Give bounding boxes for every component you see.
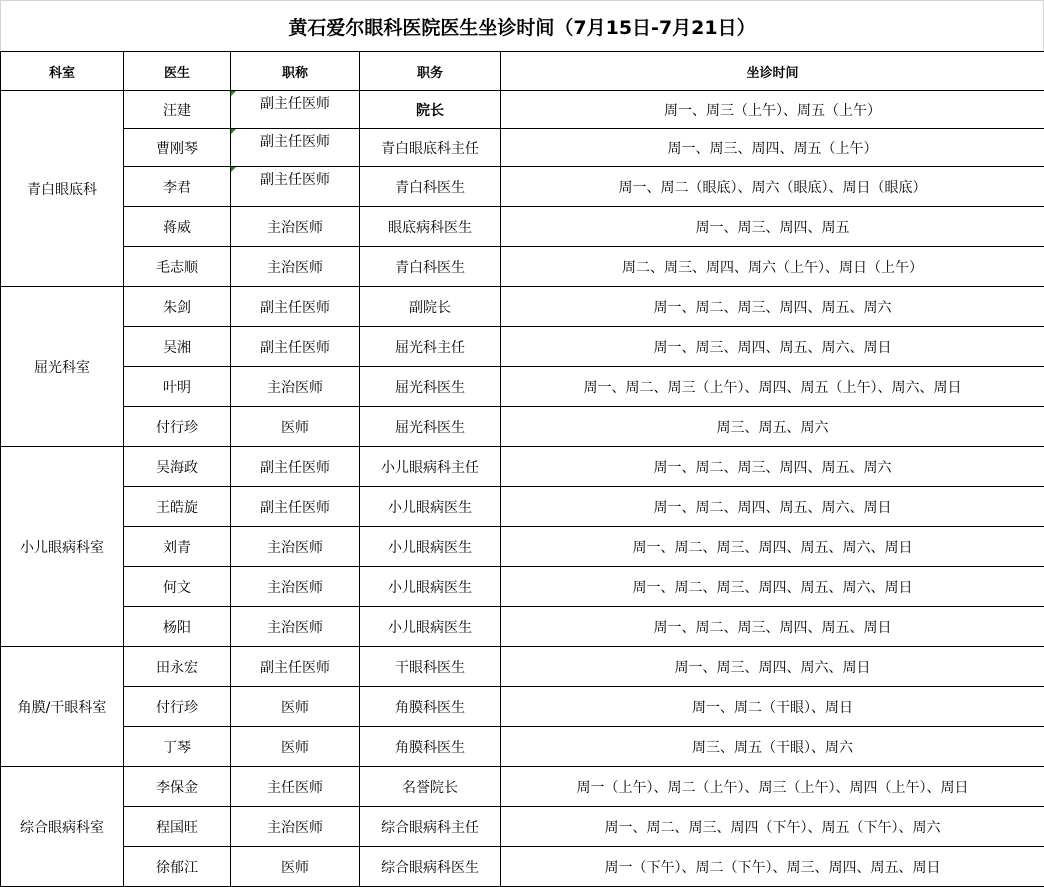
table-row — [1, 647, 1044, 687]
header-title: 职称 — [231, 52, 360, 91]
position-cell: 角膜科医生 — [360, 687, 501, 727]
position-cell: 小儿眼病科主任 — [360, 447, 501, 487]
table-row — [1, 527, 1044, 567]
doctor-cell: 付行珍 — [124, 687, 231, 727]
title-cell: 副主任医师 — [231, 287, 360, 327]
schedule-cell: 周三、周五、周六 — [501, 407, 1044, 447]
position-cell: 屈光科医生 — [360, 407, 501, 447]
department-cell: 青白眼底科 — [1, 91, 124, 287]
title-cell — [231, 129, 360, 167]
sheet-title: 黄石爱尔眼科医院医生坐诊时间（7月15日-7月21日） — [0, 0, 1044, 51]
doctor-cell: 何文 — [124, 567, 231, 607]
schedule-cell: 周一、周二、周三、周四、周五、周六 — [501, 447, 1044, 487]
position-cell: 青白科医生 — [360, 167, 501, 207]
table-row — [1, 207, 1044, 247]
title-cell: 主治医师 — [231, 567, 360, 607]
doctor-cell: 程国旺 — [124, 807, 231, 847]
position-cell: 角膜科医生 — [360, 727, 501, 767]
table-row — [1, 687, 1044, 727]
position-cell: 小儿眼病医生 — [360, 527, 501, 567]
schedule-cell: 周一、周三、周四、周六、周日 — [501, 647, 1044, 687]
schedule-table — [0, 51, 1044, 887]
table-row — [1, 847, 1044, 887]
table-row — [1, 91, 1044, 129]
title-cell: 主治医师 — [231, 247, 360, 287]
position-cell: 小儿眼病医生 — [360, 607, 501, 647]
position-cell: 干眼科医生 — [360, 647, 501, 687]
position-cell: 综合眼病科主任 — [360, 807, 501, 847]
position-cell: 副院长 — [360, 287, 501, 327]
schedule-cell: 周一、周二、周三（上午）、周四、周五（上午）、周六、周日 — [501, 367, 1044, 407]
table-row — [1, 767, 1044, 807]
position-cell: 青白眼底科主任 — [360, 129, 501, 167]
title-cell: 副主任医师 — [231, 327, 360, 367]
schedule-cell: 周二、周三、周四、周六（上午）、周日（上午） — [501, 247, 1044, 287]
title-cell — [231, 167, 360, 207]
schedule-cell: 周一、周二、周三、周四、周五、周日 — [501, 607, 1044, 647]
title-cell — [231, 91, 360, 129]
doctor-cell: 李君 — [124, 167, 231, 207]
table-row — [1, 129, 1044, 167]
doctor-cell: 杨阳 — [124, 607, 231, 647]
title-cell: 主治医师 — [231, 367, 360, 407]
position-cell: 屈光科医生 — [360, 367, 501, 407]
table-row — [1, 407, 1044, 447]
table-row — [1, 447, 1044, 487]
title-text: 副主任医师 — [260, 96, 330, 112]
department-cell: 屈光科室 — [1, 287, 124, 447]
position-cell: 青白科医生 — [360, 247, 501, 287]
schedule-cell: 周一、周二、周三、周四、周五、周六、周日 — [501, 527, 1044, 567]
schedule-cell: 周一、周三、周四、周五 — [501, 207, 1044, 247]
title-cell: 副主任医师 — [231, 487, 360, 527]
title-text: 副主任医师 — [260, 134, 330, 150]
position-cell: 名誉院长 — [360, 767, 501, 807]
title-text: 副主任医师 — [260, 172, 330, 188]
schedule-cell: 周一、周二、周三、周四、周五、周六、周日 — [501, 567, 1044, 607]
title-cell: 副主任医师 — [231, 647, 360, 687]
doctor-cell: 吴海政 — [124, 447, 231, 487]
title-cell: 副主任医师 — [231, 447, 360, 487]
position-cell: 小儿眼病医生 — [360, 487, 501, 527]
header-doctor: 医生 — [124, 52, 231, 91]
comment-marker-icon — [231, 167, 236, 172]
schedule-cell: 周一、周二、周四、周五、周六、周日 — [501, 487, 1044, 527]
schedule-cell: 周一、周三、周四、周五、周六、周日 — [501, 327, 1044, 367]
table-row — [1, 287, 1044, 327]
schedule-cell: 周一、周三、周四、周五（上午） — [501, 129, 1044, 167]
table-row — [1, 607, 1044, 647]
doctor-cell: 毛志顺 — [124, 247, 231, 287]
comment-marker-icon — [231, 129, 236, 134]
position-cell: 小儿眼病医生 — [360, 567, 501, 607]
table-row — [1, 247, 1044, 287]
doctor-cell: 李保金 — [124, 767, 231, 807]
position-cell: 眼底病科医生 — [360, 207, 501, 247]
doctor-cell: 徐郁江 — [124, 847, 231, 887]
table-row — [1, 807, 1044, 847]
schedule-cell: 周三、周五（干眼）、周六 — [501, 727, 1044, 767]
doctor-cell: 田永宏 — [124, 647, 231, 687]
title-cell: 主治医师 — [231, 807, 360, 847]
schedule-cell: 周一、周三（上午）、周五（上午） — [501, 91, 1044, 129]
title-cell: 主治医师 — [231, 207, 360, 247]
title-cell: 医师 — [231, 847, 360, 887]
title-cell: 主任医师 — [231, 767, 360, 807]
header-row — [1, 52, 1044, 91]
table-row — [1, 567, 1044, 607]
doctor-cell: 蒋威 — [124, 207, 231, 247]
comment-marker-icon — [231, 91, 236, 96]
doctor-cell: 吴湘 — [124, 327, 231, 367]
position-cell: 屈光科主任 — [360, 327, 501, 367]
title-cell: 医师 — [231, 727, 360, 767]
schedule-cell: 周一、周二（眼底）、周六（眼底）、周日（眼底） — [501, 167, 1044, 207]
position-cell: 院长 — [360, 91, 501, 129]
title-cell: 主治医师 — [231, 527, 360, 567]
doctor-cell: 汪建 — [124, 91, 231, 129]
header-schedule: 坐诊时间 — [501, 52, 1044, 91]
department-cell: 小儿眼病科室 — [1, 447, 124, 647]
doctor-cell: 叶明 — [124, 367, 231, 407]
schedule-cell: 周一（下午）、周二（下午）、周三、周四、周五、周日 — [501, 847, 1044, 887]
department-cell: 角膜/干眼科室 — [1, 647, 124, 767]
doctor-cell: 王皓旋 — [124, 487, 231, 527]
header-department: 科室 — [1, 52, 124, 91]
doctor-cell: 丁琴 — [124, 727, 231, 767]
header-position: 职务 — [360, 52, 501, 91]
schedule-cell: 周一、周二（干眼）、周日 — [501, 687, 1044, 727]
position-cell: 综合眼病科医生 — [360, 847, 501, 887]
table-row — [1, 727, 1044, 767]
table-row — [1, 167, 1044, 207]
title-cell: 医师 — [231, 407, 360, 447]
doctor-cell: 朱剑 — [124, 287, 231, 327]
doctor-cell: 刘青 — [124, 527, 231, 567]
title-cell: 医师 — [231, 687, 360, 727]
schedule-cell: 周一、周二、周三、周四、周五、周六 — [501, 287, 1044, 327]
doctor-cell: 曹刚琴 — [124, 129, 231, 167]
schedule-cell: 周一、周二、周三、周四（下午）、周五（下午）、周六 — [501, 807, 1044, 847]
schedule-cell: 周一（上午）、周二（上午）、周三（上午）、周四（上午）、周日 — [501, 767, 1044, 807]
doctor-cell: 付行珍 — [124, 407, 231, 447]
title-cell: 主治医师 — [231, 607, 360, 647]
table-row — [1, 327, 1044, 367]
table-row — [1, 487, 1044, 527]
department-cell: 综合眼病科室 — [1, 767, 124, 887]
table-row — [1, 367, 1044, 407]
